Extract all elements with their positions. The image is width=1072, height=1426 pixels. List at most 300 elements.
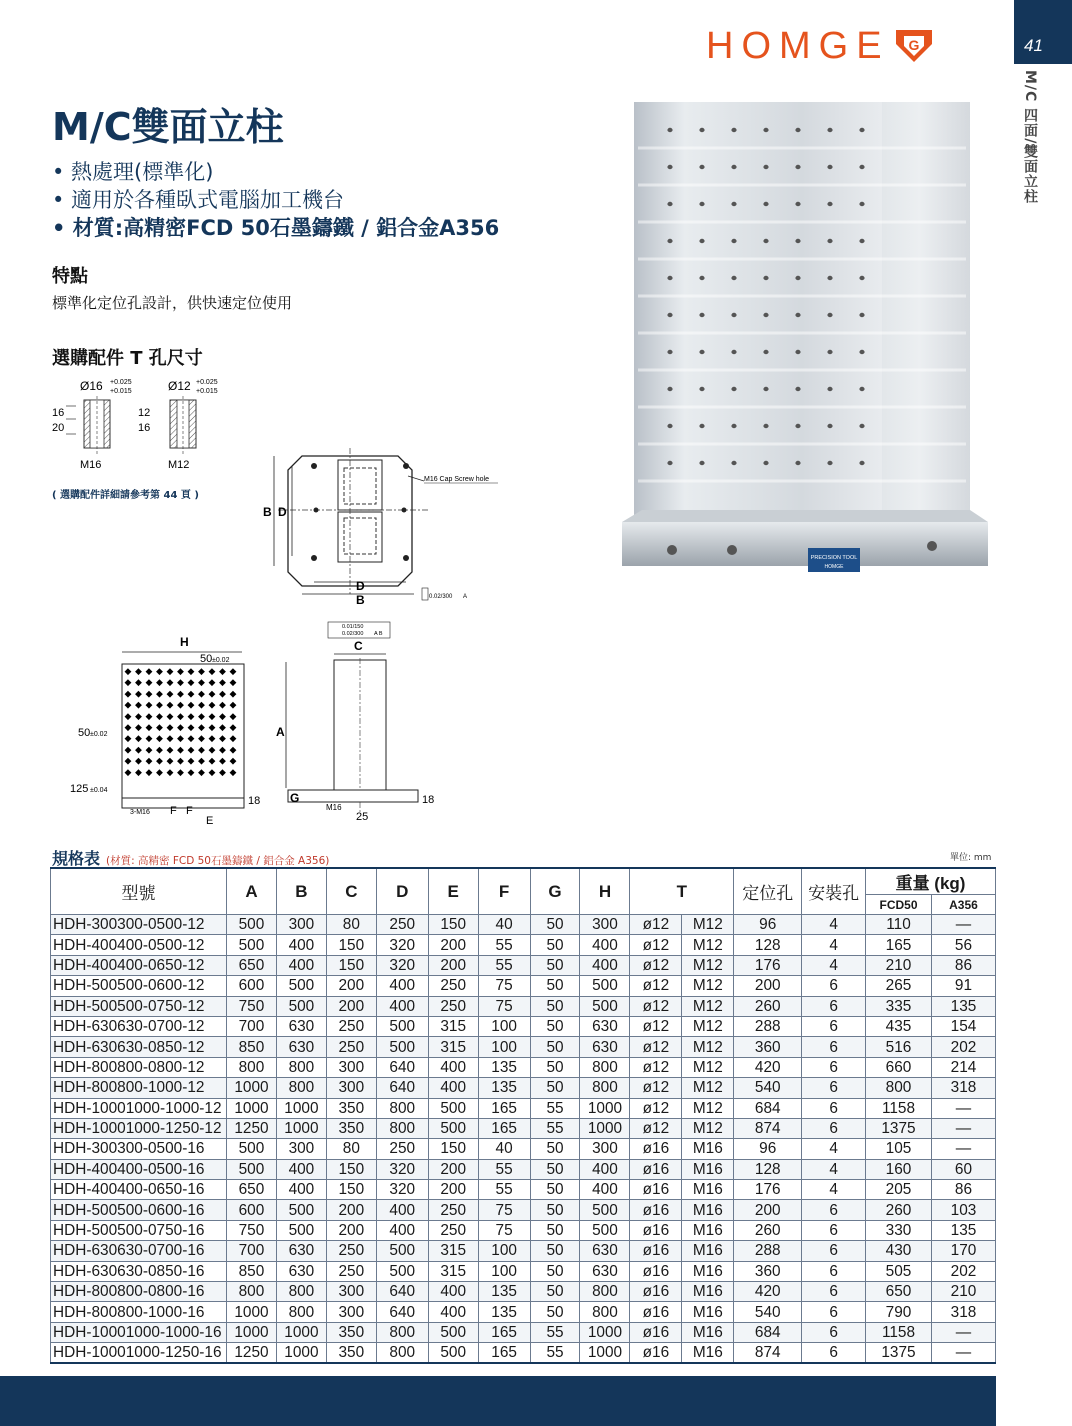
table-cell: 400 bbox=[376, 1200, 428, 1220]
table-cell: M12 bbox=[682, 935, 734, 955]
table-cell: 75 bbox=[478, 996, 530, 1016]
table-cell: 850 bbox=[226, 1037, 276, 1057]
table-cell: ø16 bbox=[630, 1343, 682, 1364]
grid-hole-mark: ◆ bbox=[208, 733, 216, 744]
grid-hole-mark: ◆ bbox=[208, 710, 216, 721]
grid-hole-mark: ◆ bbox=[145, 666, 153, 676]
table-cell: M12 bbox=[682, 955, 734, 975]
table-cell: 205 bbox=[866, 1180, 932, 1200]
grid-hole-mark: ◆ bbox=[156, 744, 163, 755]
table-cell: M12 bbox=[682, 976, 734, 996]
photo-hole bbox=[763, 165, 768, 169]
bullet-item: • 熱處理(標準化) bbox=[52, 160, 214, 184]
model-cell: HDH-630630-0700-16 bbox=[51, 1241, 227, 1261]
table-cell: 50 bbox=[530, 1078, 580, 1098]
spec-heading bbox=[52, 846, 329, 869]
col-header-fcd50: FCD50 bbox=[866, 895, 932, 915]
table-cell: 86 bbox=[931, 1180, 995, 1200]
top-view-note: M16 Cap Screw hole bbox=[424, 476, 489, 483]
table-cell: 300 bbox=[326, 1282, 376, 1302]
photo-hole bbox=[667, 387, 672, 391]
table-cell: 200 bbox=[326, 996, 376, 1016]
photo-hole bbox=[859, 424, 864, 428]
table-cell: 600 bbox=[226, 1200, 276, 1220]
table-cell: 505 bbox=[866, 1261, 932, 1281]
side-view-M16: M16 bbox=[326, 803, 342, 812]
grid-hole-mark: ◆ bbox=[177, 722, 184, 732]
grid-hole-mark: ◆ bbox=[156, 766, 163, 777]
table-cell: 315 bbox=[428, 1261, 478, 1281]
table-cell: — bbox=[931, 1118, 995, 1138]
table-cell: 135 bbox=[478, 1057, 530, 1077]
grid-hole-mark: ◆ bbox=[219, 710, 226, 721]
table-cell: 315 bbox=[428, 1016, 478, 1036]
table-row bbox=[51, 1261, 996, 1281]
grid-hole-mark: ◆ bbox=[156, 699, 163, 710]
table-cell: 500 bbox=[428, 1118, 478, 1138]
table-cell: 165 bbox=[478, 1118, 530, 1138]
grid-hole-mark: ◆ bbox=[135, 722, 142, 732]
grid-hole-mark: ◆ bbox=[145, 699, 153, 710]
front-view-F2: F bbox=[186, 805, 193, 817]
table-cell: 800 bbox=[376, 1343, 428, 1364]
table-cell: 6 bbox=[802, 1241, 866, 1261]
grid-hole-mark: ◆ bbox=[187, 744, 195, 755]
front-view-pitch-h: 50 bbox=[200, 653, 213, 665]
table-cell: 50 bbox=[530, 1159, 580, 1179]
grid-hole-mark: ◆ bbox=[135, 677, 142, 688]
table-cell: 214 bbox=[931, 1057, 995, 1077]
t-hole-12-drawing bbox=[138, 379, 218, 471]
table-cell: 400 bbox=[276, 955, 326, 975]
col-header-F: F bbox=[478, 868, 530, 915]
table-cell: 630 bbox=[276, 1261, 326, 1281]
table-row bbox=[51, 1282, 996, 1302]
table-cell: 154 bbox=[931, 1016, 995, 1036]
top-view-B: B bbox=[263, 505, 272, 519]
top-view-datum: A bbox=[463, 594, 468, 600]
table-cell: 650 bbox=[226, 1180, 276, 1200]
photo-hole bbox=[667, 239, 672, 243]
table-cell: 1000 bbox=[226, 1098, 276, 1118]
photo-hole bbox=[795, 424, 800, 428]
table-cell: 96 bbox=[734, 1139, 802, 1159]
top-view-D: D bbox=[278, 505, 287, 519]
table-cell: ø12 bbox=[630, 1016, 682, 1036]
table-cell: ø12 bbox=[630, 1078, 682, 1098]
grid-hole-mark: ◆ bbox=[177, 766, 184, 777]
photo-hole bbox=[763, 461, 768, 465]
brand-mark-icon bbox=[894, 28, 934, 64]
hole12-d2: 16 bbox=[138, 422, 151, 434]
grid-hole-mark: ◆ bbox=[219, 766, 226, 777]
table-cell: 500 bbox=[428, 1322, 478, 1342]
table-cell: 800 bbox=[580, 1078, 630, 1098]
table-cell: 56 bbox=[931, 935, 995, 955]
table-cell: 6 bbox=[802, 1078, 866, 1098]
grid-hole-mark: ◆ bbox=[229, 755, 237, 766]
table-cell: 640 bbox=[376, 1078, 428, 1098]
photo-hole bbox=[667, 128, 672, 132]
grid-hole-mark: ◆ bbox=[177, 688, 184, 699]
table-cell: 200 bbox=[326, 976, 376, 996]
grid-hole-mark: ◆ bbox=[208, 766, 216, 777]
table-cell: 500 bbox=[428, 1098, 478, 1118]
table-cell: 500 bbox=[580, 1220, 630, 1240]
photo-hole bbox=[699, 350, 704, 354]
table-cell: 320 bbox=[376, 1180, 428, 1200]
table-cell: 800 bbox=[580, 1282, 630, 1302]
grid-hole-mark: ◆ bbox=[166, 699, 174, 710]
table-cell: 874 bbox=[734, 1118, 802, 1138]
table-cell: 250 bbox=[326, 1037, 376, 1057]
table-cell: 50 bbox=[530, 1180, 580, 1200]
t-hole-drawings bbox=[50, 374, 240, 474]
table-cell: 150 bbox=[326, 935, 376, 955]
table-cell: 265 bbox=[866, 976, 932, 996]
table-cell: 1158 bbox=[866, 1098, 932, 1118]
table-cell: 6 bbox=[802, 1118, 866, 1138]
model-cell: HDH-800800-1000-16 bbox=[51, 1302, 227, 1322]
front-view-holes: 3-M16 bbox=[130, 809, 150, 816]
table-cell: 4 bbox=[802, 935, 866, 955]
grid-hole-mark: ◆ bbox=[219, 755, 226, 766]
model-cell: HDH-400400-0650-16 bbox=[51, 1180, 227, 1200]
table-cell: M16 bbox=[682, 1302, 734, 1322]
table-cell: 800 bbox=[376, 1098, 428, 1118]
grid-hole-mark: ◆ bbox=[187, 733, 195, 744]
grid-hole-mark: ◆ bbox=[166, 666, 174, 676]
table-cell: 55 bbox=[478, 1159, 530, 1179]
table-cell: 630 bbox=[276, 1016, 326, 1036]
table-cell: 660 bbox=[866, 1057, 932, 1077]
photo-hole bbox=[827, 239, 832, 243]
front-view-H: H bbox=[180, 635, 189, 649]
grid-hole-mark: ◆ bbox=[208, 688, 216, 699]
grid-hole-mark: ◆ bbox=[124, 677, 132, 688]
front-view-offset-tol: ±0.04 bbox=[90, 787, 108, 794]
table-cell: 50 bbox=[530, 955, 580, 975]
photo-label-line2: HOMGE bbox=[824, 564, 844, 570]
model-cell: HDH-630630-0700-12 bbox=[51, 1016, 227, 1036]
table-cell: 128 bbox=[734, 1159, 802, 1179]
table-cell: 176 bbox=[734, 1180, 802, 1200]
table-cell: 630 bbox=[276, 1037, 326, 1057]
table-cell: 430 bbox=[866, 1241, 932, 1261]
table-cell: 4 bbox=[802, 1180, 866, 1200]
grid-hole-mark: ◆ bbox=[135, 710, 142, 721]
table-cell: M16 bbox=[682, 1200, 734, 1220]
photo-hole bbox=[763, 239, 768, 243]
table-cell: 350 bbox=[326, 1118, 376, 1138]
table-cell: 300 bbox=[326, 1078, 376, 1098]
grid-hole-mark: ◆ bbox=[229, 733, 237, 744]
table-cell: 500 bbox=[376, 1037, 428, 1057]
photo-hole bbox=[699, 165, 704, 169]
table-cell: 350 bbox=[326, 1322, 376, 1342]
features-heading: 特點 bbox=[52, 266, 88, 287]
photo-hole bbox=[795, 350, 800, 354]
table-cell: 50 bbox=[530, 915, 580, 935]
grid-hole-mark: ◆ bbox=[135, 744, 142, 755]
table-cell: 500 bbox=[276, 1200, 326, 1220]
table-cell: 75 bbox=[478, 976, 530, 996]
grid-hole-mark: ◆ bbox=[156, 677, 163, 688]
table-cell: 600 bbox=[226, 976, 276, 996]
photo-hole bbox=[859, 461, 864, 465]
table-cell: 135 bbox=[931, 996, 995, 1016]
table-cell: 6 bbox=[802, 1057, 866, 1077]
table-cell: — bbox=[931, 1098, 995, 1118]
table-cell: — bbox=[931, 915, 995, 935]
grid-hole-mark: ◆ bbox=[145, 755, 153, 766]
table-cell: 850 bbox=[226, 1261, 276, 1281]
top-view-drawing bbox=[258, 448, 498, 610]
table-cell: 6 bbox=[802, 1302, 866, 1322]
side-view-tol1: 0.01/150 bbox=[342, 624, 364, 630]
table-cell: 250 bbox=[376, 1139, 428, 1159]
front-view-pitch-v: 50 bbox=[78, 727, 91, 739]
table-row bbox=[51, 976, 996, 996]
photo-hole bbox=[827, 165, 832, 169]
col-header-G: G bbox=[530, 868, 580, 915]
grid-hole-mark: ◆ bbox=[135, 688, 142, 699]
table-cell: 50 bbox=[530, 1220, 580, 1240]
table-cell: 640 bbox=[376, 1282, 428, 1302]
table-cell: M16 bbox=[682, 1322, 734, 1342]
table-cell: 165 bbox=[866, 935, 932, 955]
model-cell: HDH-630630-0850-12 bbox=[51, 1037, 227, 1057]
front-view-F1: F bbox=[170, 805, 177, 817]
photo-hole bbox=[699, 424, 704, 428]
grid-hole-mark: ◆ bbox=[208, 744, 216, 755]
table-cell: 1250 bbox=[226, 1343, 276, 1364]
grid-hole-mark: ◆ bbox=[145, 677, 153, 688]
table-cell: 1250 bbox=[226, 1118, 276, 1138]
grid-hole-mark: ◆ bbox=[166, 744, 174, 755]
table-cell: 630 bbox=[580, 1241, 630, 1261]
table-cell: ø16 bbox=[630, 1220, 682, 1240]
table-cell: 6 bbox=[802, 976, 866, 996]
front-view-offset: 125 bbox=[70, 783, 89, 795]
table-cell: M16 bbox=[682, 1261, 734, 1281]
table-cell: 50 bbox=[530, 1282, 580, 1302]
table-cell: ø16 bbox=[630, 1302, 682, 1322]
grid-hole-mark: ◆ bbox=[124, 766, 132, 777]
table-cell: 750 bbox=[226, 1220, 276, 1240]
photo-hole bbox=[827, 128, 832, 132]
product-photo bbox=[612, 96, 1002, 582]
table-cell: 800 bbox=[276, 1282, 326, 1302]
table-cell: 55 bbox=[478, 935, 530, 955]
model-cell: HDH-300300-0500-12 bbox=[51, 915, 227, 935]
table-cell: 500 bbox=[580, 976, 630, 996]
grid-hole-mark: ◆ bbox=[124, 688, 132, 699]
table-cell: 250 bbox=[326, 1241, 376, 1261]
side-view-t18: 18 bbox=[422, 794, 435, 806]
grid-hole-mark: ◆ bbox=[229, 666, 237, 676]
photo-hole bbox=[763, 202, 768, 206]
grid-hole-mark: ◆ bbox=[177, 733, 184, 744]
grid-hole-mark: ◆ bbox=[208, 699, 216, 710]
table-cell: 400 bbox=[428, 1057, 478, 1077]
grid-hole-mark: ◆ bbox=[187, 666, 195, 676]
table-row bbox=[51, 1139, 996, 1159]
spec-table-body bbox=[51, 915, 996, 1364]
grid-hole-mark: ◆ bbox=[177, 755, 184, 766]
table-cell: 500 bbox=[226, 1139, 276, 1159]
table-cell: 800 bbox=[276, 1078, 326, 1098]
table-cell: M16 bbox=[682, 1159, 734, 1179]
grid-hole-mark: ◆ bbox=[177, 677, 184, 688]
table-cell: 250 bbox=[376, 915, 428, 935]
table-cell: 1000 bbox=[226, 1078, 276, 1098]
page-number-box bbox=[1014, 0, 1072, 64]
table-cell: 700 bbox=[226, 1016, 276, 1036]
photo-hole bbox=[859, 165, 864, 169]
table-cell: 250 bbox=[428, 976, 478, 996]
table-cell: 516 bbox=[866, 1037, 932, 1057]
table-cell: 210 bbox=[931, 1282, 995, 1302]
grid-hole-mark: ◆ bbox=[229, 744, 237, 755]
svg-text:G: G bbox=[908, 37, 920, 53]
grid-hole-mark: ◆ bbox=[166, 722, 174, 732]
table-cell: ø16 bbox=[630, 1159, 682, 1179]
table-cell: 300 bbox=[326, 1302, 376, 1322]
table-cell: 55 bbox=[530, 1322, 580, 1342]
col-header-a356: A356 bbox=[931, 895, 995, 915]
table-row bbox=[51, 1078, 996, 1098]
side-view-G: G bbox=[290, 791, 300, 805]
photo-hole bbox=[795, 239, 800, 243]
table-cell: M16 bbox=[682, 1241, 734, 1261]
col-header-mounting-holes: 安裝孔 bbox=[802, 868, 866, 915]
grid-hole-mark: ◆ bbox=[187, 677, 195, 688]
side-band bbox=[1014, 0, 1072, 1426]
col-header-model: 型號 bbox=[51, 868, 227, 915]
table-cell: M16 bbox=[682, 1180, 734, 1200]
grid-hole-mark: ◆ bbox=[135, 699, 142, 710]
table-cell: 320 bbox=[376, 955, 428, 975]
table-cell: 400 bbox=[428, 1302, 478, 1322]
grid-hole-mark: ◆ bbox=[166, 755, 174, 766]
table-cell: 350 bbox=[326, 1098, 376, 1118]
col-header-H: H bbox=[580, 868, 630, 915]
table-cell: 250 bbox=[428, 1220, 478, 1240]
table-cell: 55 bbox=[530, 1098, 580, 1118]
table-cell: 103 bbox=[931, 1200, 995, 1220]
grid-hole-mark: ◆ bbox=[124, 710, 132, 721]
photo-hole bbox=[859, 276, 864, 280]
table-cell: 6 bbox=[802, 1343, 866, 1364]
table-cell: 684 bbox=[734, 1098, 802, 1118]
table-cell: ø12 bbox=[630, 1037, 682, 1057]
table-cell: 630 bbox=[580, 1261, 630, 1281]
table-cell: ø12 bbox=[630, 976, 682, 996]
model-cell: HDH-630630-0850-16 bbox=[51, 1261, 227, 1281]
table-cell: M12 bbox=[682, 915, 734, 935]
table-cell: ø16 bbox=[630, 1322, 682, 1342]
table-cell: 500 bbox=[376, 1241, 428, 1261]
table-cell: 400 bbox=[580, 955, 630, 975]
options-heading: 選購配件 T 孔尺寸 bbox=[52, 348, 203, 369]
table-cell: 540 bbox=[734, 1078, 802, 1098]
grid-hole-mark: ◆ bbox=[219, 688, 226, 699]
photo-hole bbox=[763, 424, 768, 428]
table-cell: 790 bbox=[866, 1302, 932, 1322]
col-header-E: E bbox=[428, 868, 478, 915]
table-cell: M16 bbox=[682, 1220, 734, 1240]
table-row bbox=[51, 996, 996, 1016]
photo-hole bbox=[667, 350, 672, 354]
grid-hole-mark: ◆ bbox=[229, 710, 237, 721]
table-cell: 800 bbox=[276, 1057, 326, 1077]
grid-hole-mark: ◆ bbox=[198, 766, 205, 777]
table-cell: 400 bbox=[580, 1159, 630, 1179]
table-cell: 150 bbox=[326, 955, 376, 975]
table-cell: 128 bbox=[734, 935, 802, 955]
table-cell: 6 bbox=[802, 1282, 866, 1302]
table-cell: 105 bbox=[866, 1139, 932, 1159]
table-cell: 50 bbox=[530, 1057, 580, 1077]
table-cell: 135 bbox=[478, 1302, 530, 1322]
grid-hole-mark: ◆ bbox=[208, 666, 216, 676]
table-cell: 800 bbox=[376, 1118, 428, 1138]
table-cell: 100 bbox=[478, 1016, 530, 1036]
table-cell: 100 bbox=[478, 1037, 530, 1057]
spec-title: 規格表 bbox=[52, 849, 101, 868]
photo-hole bbox=[859, 239, 864, 243]
table-cell: 320 bbox=[376, 1159, 428, 1179]
grid-hole-mark: ◆ bbox=[229, 699, 237, 710]
hole16-thread: M16 bbox=[80, 459, 102, 471]
table-cell: 400 bbox=[276, 1180, 326, 1200]
table-cell: 80 bbox=[326, 915, 376, 935]
table-cell: M12 bbox=[682, 1078, 734, 1098]
photo-hole bbox=[667, 165, 672, 169]
col-header-A: A bbox=[226, 868, 276, 915]
grid-hole-mark: ◆ bbox=[166, 766, 174, 777]
side-view-datum: A B bbox=[374, 631, 383, 637]
photo-hole bbox=[763, 387, 768, 391]
photo-hole bbox=[763, 276, 768, 280]
table-cell: 500 bbox=[580, 1200, 630, 1220]
table-cell: 330 bbox=[866, 1220, 932, 1240]
table-cell: 200 bbox=[326, 1220, 376, 1240]
table-cell: 165 bbox=[478, 1343, 530, 1364]
grid-hole-mark: ◆ bbox=[135, 766, 142, 777]
grid-hole-mark: ◆ bbox=[177, 744, 184, 755]
photo-hole bbox=[795, 202, 800, 206]
table-cell: 300 bbox=[580, 1139, 630, 1159]
table-cell: 6 bbox=[802, 1098, 866, 1118]
table-cell: 260 bbox=[866, 1200, 932, 1220]
table-cell: 500 bbox=[226, 915, 276, 935]
table-cell: ø16 bbox=[630, 1282, 682, 1302]
table-cell: — bbox=[931, 1322, 995, 1342]
hole16-tol-top: +0.025 bbox=[110, 379, 132, 386]
table-cell: — bbox=[931, 1343, 995, 1364]
col-header-weight: 重量 (kg) bbox=[866, 868, 996, 895]
model-cell: HDH-400400-0650-12 bbox=[51, 955, 227, 975]
table-cell: 91 bbox=[931, 976, 995, 996]
grid-hole-mark: ◆ bbox=[229, 766, 237, 777]
photo-hole bbox=[667, 276, 672, 280]
table-cell: M12 bbox=[682, 1098, 734, 1118]
col-header-C: C bbox=[326, 868, 376, 915]
model-cell: HDH-500500-0750-16 bbox=[51, 1220, 227, 1240]
table-cell: 640 bbox=[376, 1302, 428, 1322]
